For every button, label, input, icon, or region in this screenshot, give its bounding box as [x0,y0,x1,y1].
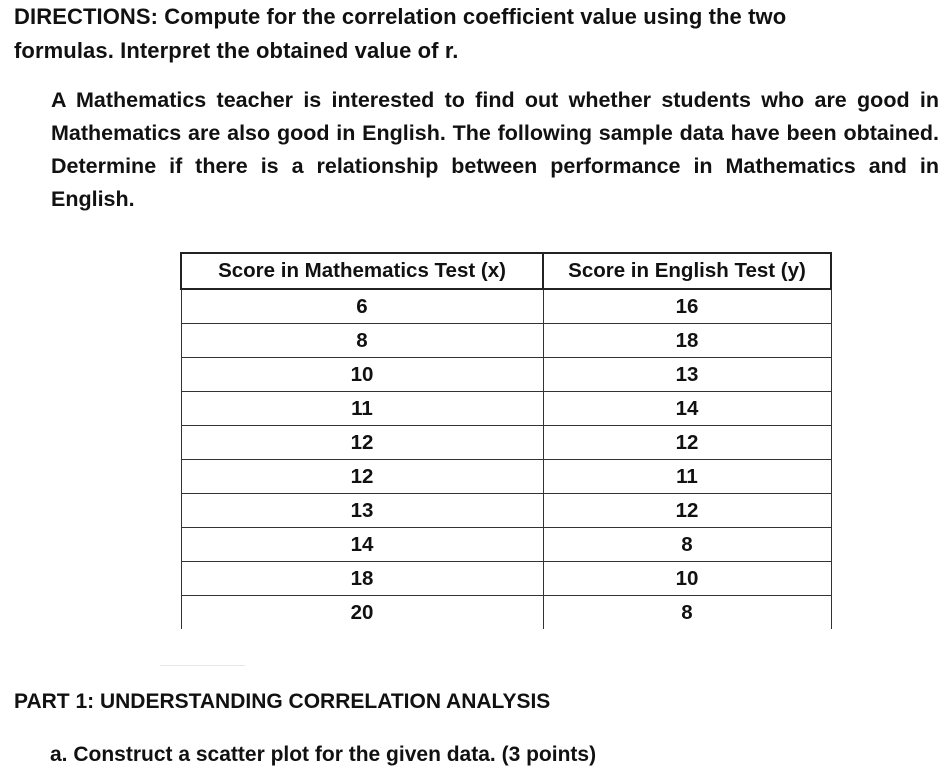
table-row [181,426,831,460]
table-row [181,528,831,562]
directions [14,0,914,68]
math-score-cell: 14 [181,528,543,562]
directions-line-1: DIRECTIONS: Compute for the correlation coefficient value using the two [14,4,787,29]
math-score-cell: 20 [181,596,543,630]
math-score-cell: 12 [181,460,543,494]
english-score-cell: 18 [543,324,831,358]
table-row [181,392,831,426]
math-score-cell: 8 [181,324,543,358]
problem-statement: A Mathematics teacher is interested to find out whether students who are good in Mathematics are also good in English. The following sample data have been obtained. Determine if there is a relationship between performance in Mathematics and in English. [51,88,939,211]
math-score-cell: 18 [181,562,543,596]
question-a: a. Construct a scatter plot for the given data. (3 points) [50,743,597,766]
part-1-title: PART 1: UNDERSTANDING CORRELATION ANALYSIS [14,690,551,713]
table-header-row [181,253,831,289]
english-score-cell: 10 [543,562,831,596]
divider [160,665,245,666]
english-score-cell: 13 [543,358,831,392]
header-math-score: Score in Mathematics Test (x) [181,253,543,289]
table-row [181,494,831,528]
math-score-cell: 13 [181,494,543,528]
english-score-cell: 12 [543,426,831,460]
scores-table [180,252,832,629]
english-score-cell: 12 [543,494,831,528]
math-score-cell: 6 [181,289,543,324]
math-score-cell: 11 [181,392,543,426]
directions-line-2: formulas. Interpret the obtained value of r. [14,38,459,63]
math-score-cell: 12 [181,426,543,460]
table-row [181,562,831,596]
english-score-cell: 8 [543,596,831,630]
table-row [181,596,831,630]
table-row [181,358,831,392]
english-score-cell: 11 [543,460,831,494]
table-row [181,289,831,324]
english-score-cell: 14 [543,392,831,426]
english-score-cell: 16 [543,289,831,324]
header-english-score: Score in English Test (y) [543,253,831,289]
table-row [181,324,831,358]
english-score-cell: 8 [543,528,831,562]
math-score-cell: 10 [181,358,543,392]
table-row [181,460,831,494]
